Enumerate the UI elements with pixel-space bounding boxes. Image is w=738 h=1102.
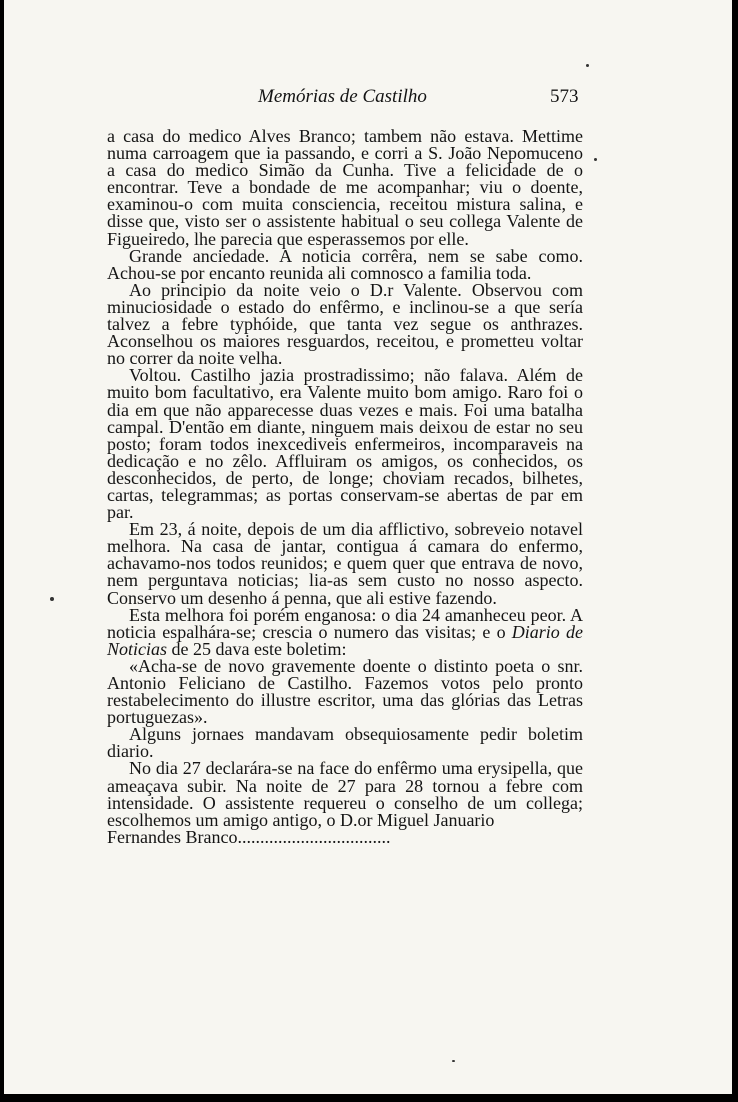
paragraph: a casa do medico Alves Branco; tambem não estava. Mettime numa carroagem que ia passando, e corri a S. João Nepomuceno a casa do medico Simão da Cunha. Tive a felicidade de o encontrar. Teve a bondade de me acompanhar; viu o doente, examinou-o com muita consciencia, receitou mistura salina, e disse que, visto ser o assistente habitual o seu collega Valente de Figueiredo, lhe parecia que esperassemos por elle. — [107, 126, 583, 249]
paper-speck — [452, 1060, 455, 1062]
page-number: 573 — [550, 86, 579, 107]
newspaper-title: Diario de Noticias — [107, 621, 584, 659]
paragraph: Alguns jornaes mandavam obsequiosamente pedir boletim diario. — [107, 724, 583, 762]
paragraph: Grande anciedade. A noticia corrêra, nem se sabe como. Achou-se por encanto reunida ali comnosco a familia toda. — [107, 245, 583, 283]
paper-speck — [50, 597, 54, 601]
paragraph-text: de 25 dava este boletim: — [167, 638, 347, 659]
paragraph: No dia 27 declarára-se na face do enfêrmo uma erysipella, que ameaçava subir. Na noite de 27 para 28 tornou a febre com intensidade. O assistente requereu o conselho de um collega; escolhemos um amigo antigo, o D.or Miguel Januario — [107, 758, 583, 830]
body-text — [107, 128, 583, 846]
paragraph: Voltou. Castilho jazia prostradissimo; não falava. Além de muito bom facultativo, era Valente muito bom amigo. Raro foi o dia em que não apparecesse duas vezes e mais. Foi uma batalha campal. D'então em diante, ninguem mais deixou de estar no seu posto; foram todos inexcediveis enfermeiros, incomparaveis na dedicação e no zêlo. Affluiram os amigos, os conhecidos, os desconhecidos, de perto, de longe; choviam recados, bilhetes, cartas, telegrammas; as portas conservam-se abertas de par em par. — [107, 365, 583, 523]
book-page — [4, 0, 732, 1094]
paragraph — [107, 604, 584, 659]
paper-speck — [594, 158, 597, 161]
paragraph: Em 23, á noite, depois de um dia afflictivo, sobreveio notavel melhora. Na casa de jantar, contigua á camara do enfermo, achavamo-nos todos reunidos; e quem quer que entrava de novo, nem perguntava noticias; lia-as sem custo no nosso aspecto. Conservo um desenho á penna, que ali estive fazendo. — [107, 519, 583, 608]
paper-speck — [586, 64, 589, 67]
paragraph-end: Fernandes Branco.................................. — [107, 826, 391, 847]
paragraph-text: Esta melhora foi porém enganosa: o dia 24 amanheceu peor. A noticia espalhára-se; crescia o numero das visitas; e o — [107, 604, 583, 642]
paragraph: Ao principio da noite veio o D.r Valente. Observou com minuciosidade o estado do enfêrmo, e inclinou-se a que sería talvez a febre typhóide, que tanta vez segue os anthrazes. Aconselhou os maiores resguardos, receitou, e prometteu voltar no correr da noite velha. — [107, 279, 583, 369]
page-header — [4, 86, 732, 110]
running-title: Memórias de Castilho — [258, 86, 427, 107]
bulletin-quote: «Acha-se de novo gravemente doente o distinto poeta o snr. Antonio Feliciano de Castilho. Fazemos votos pelo pronto restabelecimento do illustre escritor, uma das glórias das Letras portuguezas». — [107, 655, 583, 728]
